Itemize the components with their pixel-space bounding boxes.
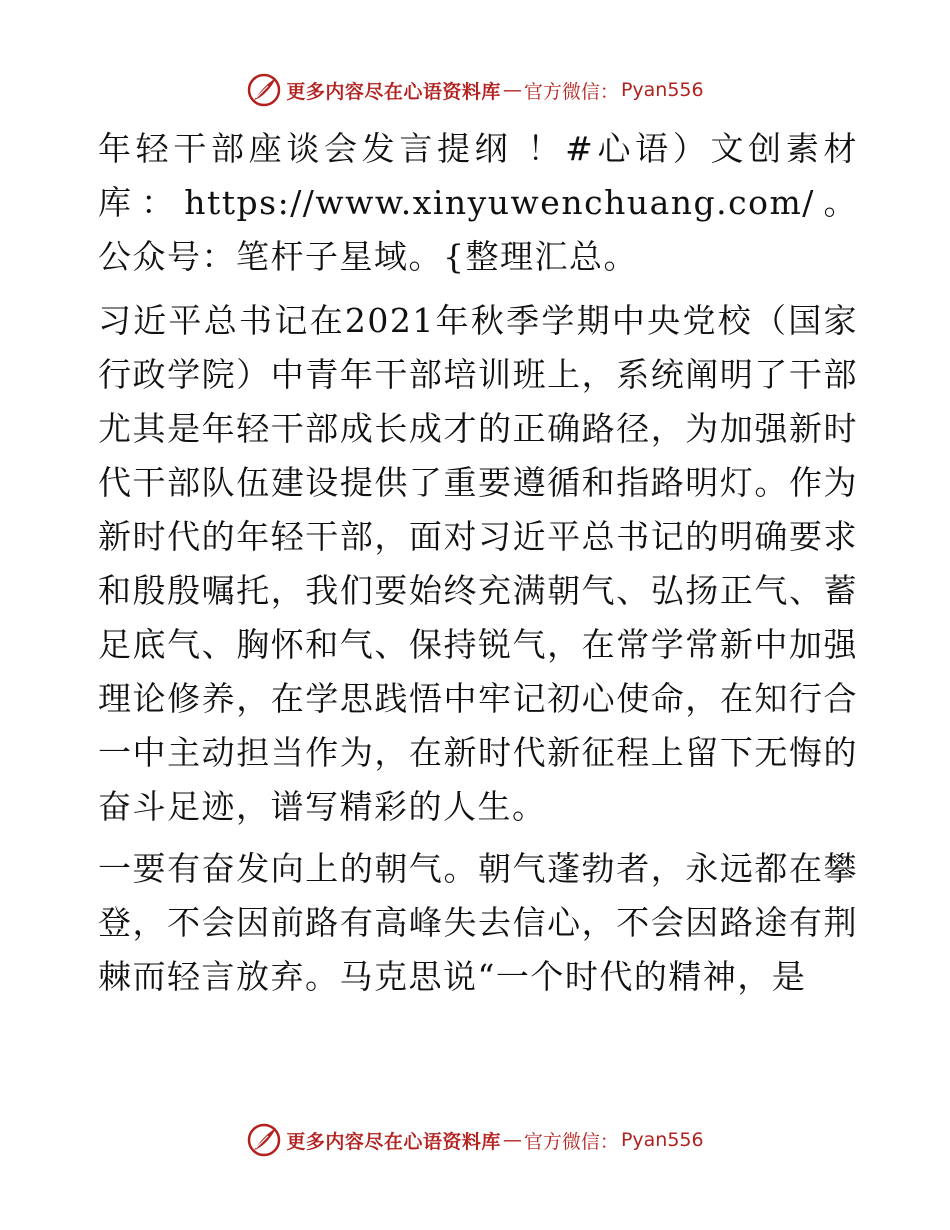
- paragraph-intro: 年轻干部座谈会发言提纲 ！#心语）文创素材库：https://www.xinyuwenchuang.com/。公众号：笔杆子星域。{整理汇总。: [98, 129, 858, 276]
- feather-logo-icon: [246, 72, 282, 108]
- banner-wechat-id: Pyan556: [620, 79, 704, 101]
- banner-separator: —: [502, 79, 522, 101]
- feather-logo-icon: [246, 1122, 282, 1158]
- document-body: [98, 122, 858, 1012]
- footer-banner: [0, 1120, 950, 1160]
- banner-wechat-id: Pyan556: [620, 1129, 704, 1151]
- banner-separator: —: [502, 1129, 522, 1151]
- paragraph-first-point: 一要有奋发向上的朝气。朝气蓬勃者，永远都在攀登，不会因前路有高峰失去信心，不会因路途有荆棘而轻言放弃。马克思说“一个时代的精神，是: [98, 849, 858, 996]
- banner-text: 更多内容尽在心语资料库: [286, 1130, 501, 1153]
- banner-text: 更多内容尽在心语资料库: [286, 80, 501, 103]
- banner-wechat-label: 官方微信：: [523, 80, 619, 103]
- paragraph-main: 习近平总书记在2021年秋季学期中央党校（国家行政学院）中青年干部培训班上，系统阐明了干部尤其是年轻干部成长成才的正确路径，为加强新时代干部队伍建设提供了重要遵循和指路明灯。作为新时代的年轻干部，面对习近平总书记的明确要求和殷殷嘱托，我们要始终充满朝气、弘扬正气、蓄足底气、胸怀和气、保持锐气，在常学常新中加强理论修养，在学思践悟中牢记初心使命，在知行合一中主动担当作为，在新时代新征程上留下无悔的奋斗足迹，谱写精彩的人生。: [98, 301, 858, 826]
- header-banner: [0, 70, 950, 110]
- banner-wechat-label: 官方微信：: [523, 1130, 619, 1153]
